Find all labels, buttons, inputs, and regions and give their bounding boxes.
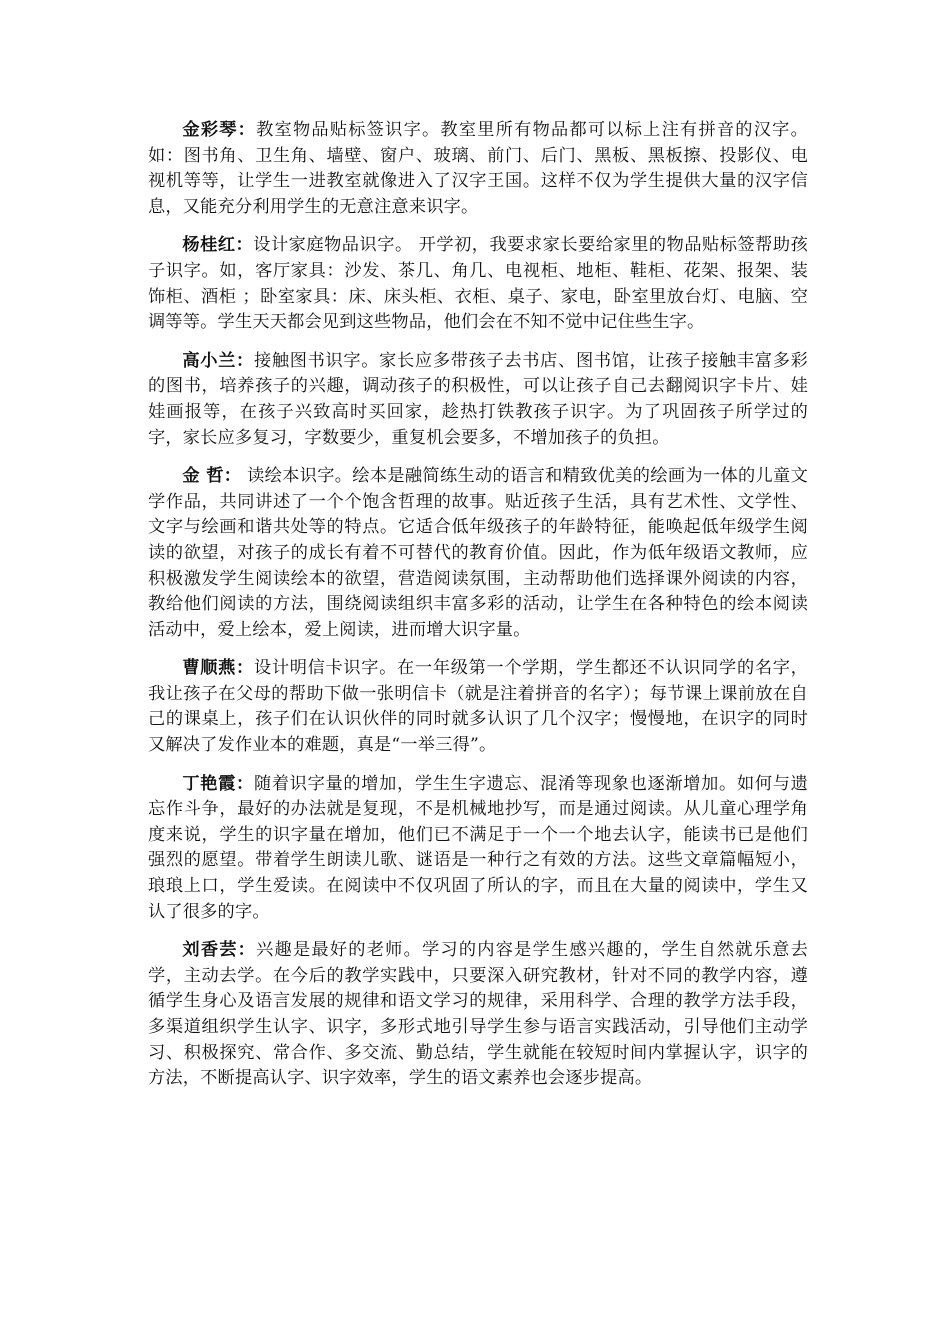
paragraph-jin-caiqin <box>148 118 808 220</box>
paragraph-ding-yanxia <box>148 772 808 926</box>
paragraph-text: 接触图书识字。家长应多带孩子去书店、图书馆，让孩子接触丰富多彩的图书，培养孩子的兴趣，调动孩子的积极性，可以让孩子自己去翻阅识字卡片、娃娃画报等，在孩子兴致高时买回家，趁热打铁教孩子识字。为了巩固孩子所学过的字，家长应多复习，字数要少，重复机会要多，不增加孩子的负担。 <box>148 350 808 448</box>
paragraph-liu-xiangyun <box>148 938 808 1092</box>
paragraph-text: 随着识字量的增加，学生生字遗忘、混淆等现象也逐渐增加。如何与遗忘作斗争，最好的办法就是复现，不是机械地抄写，而是通过阅读。从儿童心理学角度来说，学生的识字量在增加，他们已不满足于一个一个地去认字，能读书已是他们强烈的愿望。带着学生朗读儿歌、谜语是一种行之有效的方法。这些文章篇幅短小，琅琅上口，学生爱读。在阅读中不仅巩固了所认的字，而且在大量的阅读中，学生又认了很多的字。 <box>148 773 808 922</box>
paragraph-text: 兴趣是最好的老师。学习的内容是学生感兴趣的，学生自然就乐意去学，主动去学。在今后的教学实践中，只要深入研究教材，针对不同的教学内容，遵循学生身心及语言发展的规律和语文学习的规律，采用科学、合理的教学方法手段，多渠道组织学生认字、识字，多形式地引导学生参与语言实践活动，引导他们主动学习、积极探究、常合作、多交流、勤总结，学生就能在较短时间内掌握认字，识字的方法，不断提高认字、识字效率，学生的语文素养也会逐步提高。 <box>148 940 808 1089</box>
speaker-name: 杨桂红： <box>182 235 254 256</box>
paragraph-gao-xiaolan <box>148 349 808 451</box>
speaker-name: 金 哲： <box>182 466 242 487</box>
paragraph-text: 读绘本识字。绘本是融简练生动的语言和精致优美的绘画为一体的儿童文学作品，共同讲述了一个个饱含哲理的故事。贴近孩子生活，具有艺术性、文学性、文字与绘画和谐共处等的特点。它适合低年级孩子的年龄特征，能唤起低年级学生阅读的欲望，对孩子的成长有着不可替代的教育价值。因此，作为低年级语文教师，应积极激发学生阅读绘本的欲望，营造阅读氛围，主动帮助他们选择课外阅读的内容，教给他们阅读的方法，围绕阅读组织丰富多彩的活动，让学生在各种特色的绘本阅读活动中，爱上绘本，爱上阅读，进而增大识字量。 <box>148 466 808 640</box>
paragraph-text: 设计明信卡识字。在一年级第一个学期，学生都还不认识同学的名字，我让孩子在父母的帮助下做一张明信卡（就是注着拼音的名字）；每节课上课前放在自己的课桌上，孩子们在认识伙伴的同时就多认识了几个汉字；慢慢地，在识字的同时又解决了发作业本的难题，真是“一举三得”。 <box>148 658 808 756</box>
paragraph-text: 教室物品贴标签识字。教室里所有物品都可以标上注有拼音的汉字。如：图书角、卫生角、墙壁、窗户、玻璃、前门、后门、黑板、黑板擦、投影仪、电视机等等，让学生一进教室就像进入了汉字王国。这样不仅为学生提供大量的汉字信息，又能充分利用学生的无意注意来识字。 <box>148 120 808 217</box>
paragraph-cao-shunyan <box>148 656 808 758</box>
paragraph-jin-zhe <box>148 464 808 643</box>
paragraph-text: 设计家庭物品识字。 开学初，我要求家长要给家里的物品贴标签帮助孩子识字。如，客厅家具：沙发、茶几、角几、电视柜、地柜、鞋柜、花架、报架、装饰柜、酒柜 ；卧室家具：床、床头柜、衣柜、桌子、家电，卧室里放台灯、电脑、空调等等。学生天天都会见到这些物品，他们会在不知不觉中记住些生字。 <box>148 235 808 333</box>
speaker-name: 丁艳霞： <box>182 773 254 794</box>
speaker-name: 刘香芸： <box>182 940 257 961</box>
speaker-name: 高小兰： <box>182 350 254 371</box>
speaker-name: 金彩琴： <box>182 120 257 140</box>
paragraph-yang-guihong <box>148 233 808 335</box>
document-page <box>148 118 808 1105</box>
speaker-name: 曹顺燕： <box>182 658 254 679</box>
